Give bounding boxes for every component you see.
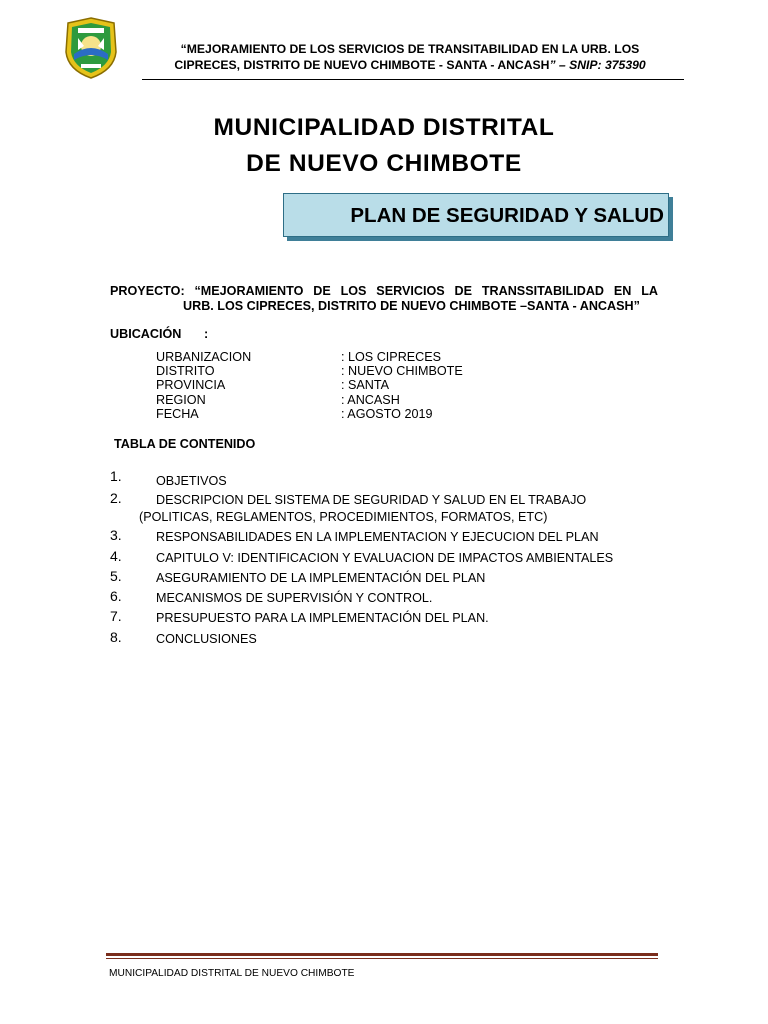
header-snip: ” – SNIP: 375390 [549,58,646,72]
location-label: REGION [156,392,206,407]
organization-title [150,110,618,182]
location-row [156,393,463,407]
toc-label: MECANISMOS DE SUPERVISIÓN Y CONTROL. [156,591,433,605]
toc-item [110,548,670,571]
toc-label: CAPITULO V: IDENTIFICACION Y EVALUACION DE IMPACTOS AMBIENTALES [156,551,614,565]
toc-number: 6. [110,588,122,604]
plan-title-box [283,193,669,237]
footer-divider-thick [106,953,658,956]
project-line-2: URB. LOS CIPRECES, DISTRITO DE NUEVO CHIMBOTE –SANTA - ANCASH” [183,298,640,313]
toc-label: OBJETIVOS [156,474,227,488]
toc-item [110,468,670,491]
toc-number: 3. [110,527,122,543]
toc-item [110,608,670,632]
location-label: PROVINCIA [156,378,226,393]
toc-item [110,629,670,652]
location-row [156,407,463,421]
toc-title: TABLA DE CONTENIDO [114,437,256,451]
toc-item [110,588,670,611]
table-of-contents [110,468,670,652]
project-line-1: PROYECTO: “MEJORAMIENTO DE LOS SERVICIOS DE TRANSSITABILIDAD EN LA [110,284,658,298]
location-value: : SANTA [341,378,390,393]
location-list [156,350,463,421]
toc-label: PRESUPUESTO PARA LA IMPLEMENTACIÓN DEL PLAN. [156,611,489,625]
page-footer: MUNICIPALIDAD DISTRITAL DE NUEVO CHIMBOTE [109,968,355,979]
location-label: FECHA [156,406,199,421]
location-value: : ANCASH [341,392,400,407]
location-label: DISTRITO [156,364,215,379]
location-row [156,364,463,378]
toc-label: DESCRIPCION DEL SISTEMA DE SEGURIDAD Y SALUD EN EL TRABAJO [156,493,587,507]
header-line-2 [140,57,680,73]
location-label: URBANIZACION [156,350,252,364]
toc-number: 1. [110,468,122,484]
org-title-line-1: MUNICIPALIDAD DISTRITAL [213,114,555,141]
toc-label: CONCLUSIONES [156,632,257,646]
toc-label: ASEGURAMIENTO DE LA IMPLEMENTACIÓN DEL PLAN [156,571,486,585]
toc-number: 5. [110,568,122,584]
toc-item [110,527,670,551]
location-value: : AGOSTO 2019 [341,406,433,421]
plan-title: PLAN DE SEGURIDAD Y SALUD [350,204,664,227]
toc-label-continuation: (POLITICAS, REGLAMENTOS, PROCEDIMIENTOS, FORMATOS, ETC) [139,510,548,524]
toc-label: RESPONSABILIDADES EN LA IMPLEMENTACION Y EJECUCION DEL PLAN [156,530,599,544]
toc-number: 7. [110,608,122,624]
document-header [140,41,680,73]
location-row [156,378,463,392]
toc-item [110,568,670,591]
toc-number: 4. [110,548,122,564]
org-title-line-2: DE NUEVO CHIMBOTE [246,150,522,177]
footer-divider-thin [106,958,658,959]
header-line-1: “MEJORAMIENTO DE LOS SERVICIOS DE TRANSITABILIDAD EN LA URB. LOS [180,42,640,56]
toc-item [110,490,670,530]
header-divider [142,79,684,80]
ubicacion-colon: : [204,327,209,341]
toc-number: 2. [110,490,122,506]
location-value: : LOS CIPRECES [341,350,442,364]
location-value: : NUEVO CHIMBOTE [341,364,463,379]
location-row [156,350,463,364]
municipal-seal-logo [62,16,120,80]
header-line-2-text: CIPRECES, DISTRITO DE NUEVO CHIMBOTE - SANTA - ANCASH [174,58,550,72]
ubicacion-label: UBICACIÓN [110,327,182,341]
project-description [110,284,658,313]
toc-number: 8. [110,629,122,645]
